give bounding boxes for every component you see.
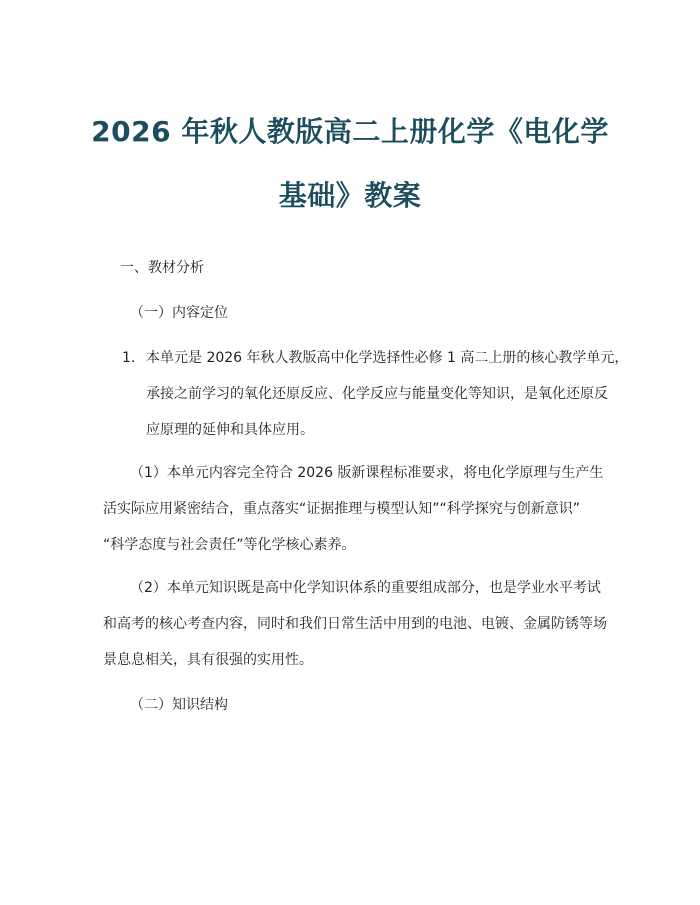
paragraph-2-line-1: （2）本单元知识既是高中化学知识体系的重要组成部分，也是学业水平考试 — [130, 580, 601, 596]
subsection-heading-content-positioning: （一）内容定位 — [130, 305, 228, 321]
document-title-line-1: 2026 年秋人教版高二上册化学《电化学 — [91, 115, 609, 148]
list-item-line-3: 应原理的延伸和具体应用。 — [146, 422, 314, 438]
section-heading-teaching-analysis: 一、教材分析 — [120, 260, 204, 276]
paragraph-1-line-2: 活实际应用紧密结合，重点落实“证据推理与模型认知”“科学探究与创新意识” — [103, 501, 581, 517]
paragraph-1-line-1: （1）本单元内容完全符合 2026 版新课程标准要求，将电化学原理与生产生 — [130, 465, 604, 481]
list-item-number: 1. — [122, 350, 136, 366]
paragraph-2-line-2: 和高考的核心考查内容，同时和我们日常生活中用到的电池、电镀、金属防锈等场 — [103, 616, 607, 632]
list-item-line-1: 本单元是 2026 年秋人教版高中化学选择性必修 1 高二上册的核心教学单元， — [146, 350, 629, 366]
paragraph-1-line-3: “科学态度与社会责任”等化学核心素养。 — [103, 537, 356, 553]
list-item-line-2: 承接之前学习的氧化还原反应、化学反应与能量变化等知识，是氧化还原反 — [146, 386, 608, 402]
paragraph-2-line-3: 景息息相关，具有很强的实用性。 — [103, 652, 313, 668]
document-title-line-2: 基础》教案 — [278, 179, 422, 212]
subsection-heading-knowledge-structure: （二）知识结构 — [130, 697, 228, 713]
